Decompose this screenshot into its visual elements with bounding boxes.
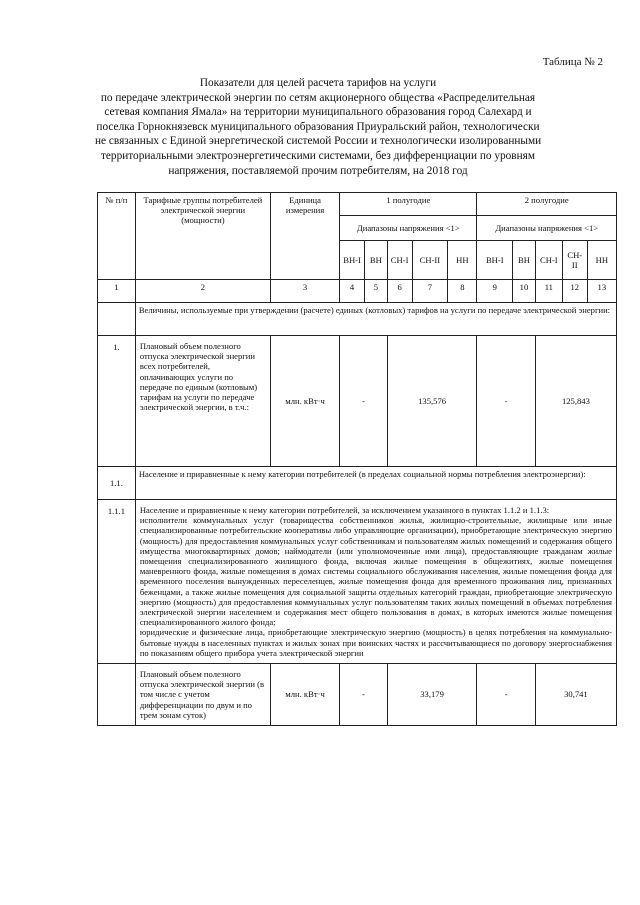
row-number: 1. <box>98 336 136 467</box>
column-number: 6 <box>387 280 412 303</box>
document-title <box>95 76 541 178</box>
section-intro-row <box>98 303 617 336</box>
tariff-table <box>97 192 617 726</box>
row-h2-vn1: - <box>477 664 535 726</box>
table-label: Таблица № 2 <box>542 56 603 68</box>
row-name: Плановый объем полезного отпуска электрической энергии всех потребителей, оплачивающих услуги по передаче по единым (котловым) тарифам на услуги по передаче электрической энергии, в т.ч.: <box>135 336 270 467</box>
level-vn1: ВН-I <box>340 241 365 280</box>
header-ranges-1: Диапазоны напряжения <1> <box>340 216 477 241</box>
paragraph: исполнители коммунальных услуг (товарищества собственников жилья, жилищно-строительные, жилищные или иные специализированные потребительские кооперативы либо управляющие организации), приобретающие электрическую энергию (мощность) для предоставления коммунальных услуг собственникам и пользователям жилых помещений и содержания общего имущества многоквартирных домов; наймодатели (или уполномоченные ими лица), предоставляющие гражданам жилые помещения специализированного жилищного фонда, включая жилые помещения в общежитиях, жилые помещения маневренного фонда, жилые помещения в домах системы социального обслуживания населения, жилые помещения фонда для временного поселения вынужденных переселенцев, жилые помещения фонда для временного проживания лиц, признанных беженцами, а также жилые помещения для социальной защиты отдельных категорий граждан, приобретающие электрическую энергию (мощность) для предоставления коммунальных услуг пользователям таких жилых помещений в объемах потребления электрической энергии населением и содержания мест общего пользования в домах, в которых имеются жилые помещения специализированного жилого фонда; <box>139 515 612 628</box>
level-nn: НН <box>587 241 616 280</box>
level-sn2: СН-II <box>412 241 448 280</box>
row-text-block <box>135 500 616 664</box>
paragraph: юридические и физические лица, приобретающие электрическую энергию (мощность) в целях потребления на коммунально-бытовые нужды в населенных пунктах и жилых зонах при воинских частях и рассчитывающиеся по договору энергоснабжения по показаниям общего прибора учета электрической энергии <box>139 627 612 658</box>
title-line: не связанных с Единой энергетической системой России и технологически изолированными <box>95 135 542 148</box>
title-line: Показатели для целей расчета тарифов на услуги <box>199 77 437 89</box>
section-intro: Величины, используемые при утверждении (расчете) единых (котловых) тарифов на услуги по передаче электрической энергии: <box>135 303 616 336</box>
column-number: 2 <box>135 280 270 303</box>
column-number: 3 <box>270 280 339 303</box>
header-num: № п/п <box>98 193 136 280</box>
level-vn: ВН <box>365 241 388 280</box>
column-number: 4 <box>340 280 365 303</box>
column-number: 7 <box>412 280 448 303</box>
title-line: поселка Горнокнязевск муниципального образования Приуральский район, технологически <box>96 120 540 133</box>
row-h1-value: 135,576 <box>387 336 477 467</box>
row-number: 1.1. <box>98 467 136 500</box>
column-numbers-row <box>98 280 617 303</box>
level-sn2: СН-II <box>562 241 587 280</box>
level-nn: НН <box>448 241 477 280</box>
level-sn1: СН-I <box>387 241 412 280</box>
table-row <box>98 467 617 500</box>
header-ranges-2: Диапазоны напряжения <1> <box>477 216 617 241</box>
header-row <box>98 193 617 216</box>
table-row <box>98 664 617 726</box>
row-h2-vn1: - <box>477 336 535 467</box>
table-row <box>98 336 617 467</box>
header-half2: 2 полугодие <box>477 193 617 216</box>
empty-cell <box>98 664 136 726</box>
row-unit: млн. кВт·ч <box>270 336 339 467</box>
empty-cell <box>98 303 136 336</box>
row-unit: млн. кВт·ч <box>270 664 339 726</box>
header-group: Тарифные группы потребителей электрической энергии (мощности) <box>135 193 270 280</box>
column-number: 9 <box>477 280 513 303</box>
row-number: 1.1.1 <box>98 500 136 664</box>
header-unit: Единица измерения <box>270 193 339 280</box>
row-text: Население и приравненные к нему категории потребителей (в пределах социальной нормы потребления электроэнергии): <box>135 467 616 500</box>
level-sn1: СН-I <box>535 241 562 280</box>
paragraph: Население и приравненные к нему категории потребителей, за исключением указанного в пунктах 1.1.2 и 1.1.3: <box>139 505 550 515</box>
column-number: 10 <box>513 280 536 303</box>
column-number: 12 <box>562 280 587 303</box>
title-line: напряжения, поставляемой прочим потребителям, на 2018 год <box>168 164 468 177</box>
title-line: территориальными электроэнергетическими системами, без дифференциации по уровням <box>100 149 536 162</box>
row-h2-value: 30,741 <box>535 664 616 726</box>
title-line: по передаче электрической энергии по сетям акционерного общества «Распределительная <box>100 91 536 104</box>
row-h2-value: 125,843 <box>535 336 616 467</box>
column-number: 5 <box>365 280 388 303</box>
row-h1-vn1: - <box>340 664 388 726</box>
level-vn: ВН <box>513 241 536 280</box>
column-number: 13 <box>587 280 616 303</box>
level-vn1: ВН-I <box>477 241 513 280</box>
row-name: Плановый объем полезного отпуска электрической энергии (в том числе с учетом дифференциации по двум и по трем зонам суток) <box>135 664 270 726</box>
column-number: 8 <box>448 280 477 303</box>
row-h1-value: 33,179 <box>387 664 477 726</box>
header-half1: 1 полугодие <box>340 193 477 216</box>
table-row <box>98 500 617 664</box>
column-number: 1 <box>98 280 136 303</box>
title-line: сетевая компания Ямала» на территории муниципального образования город Салехард и <box>104 106 532 119</box>
column-number: 11 <box>535 280 562 303</box>
row-h1-vn1: - <box>340 336 388 467</box>
